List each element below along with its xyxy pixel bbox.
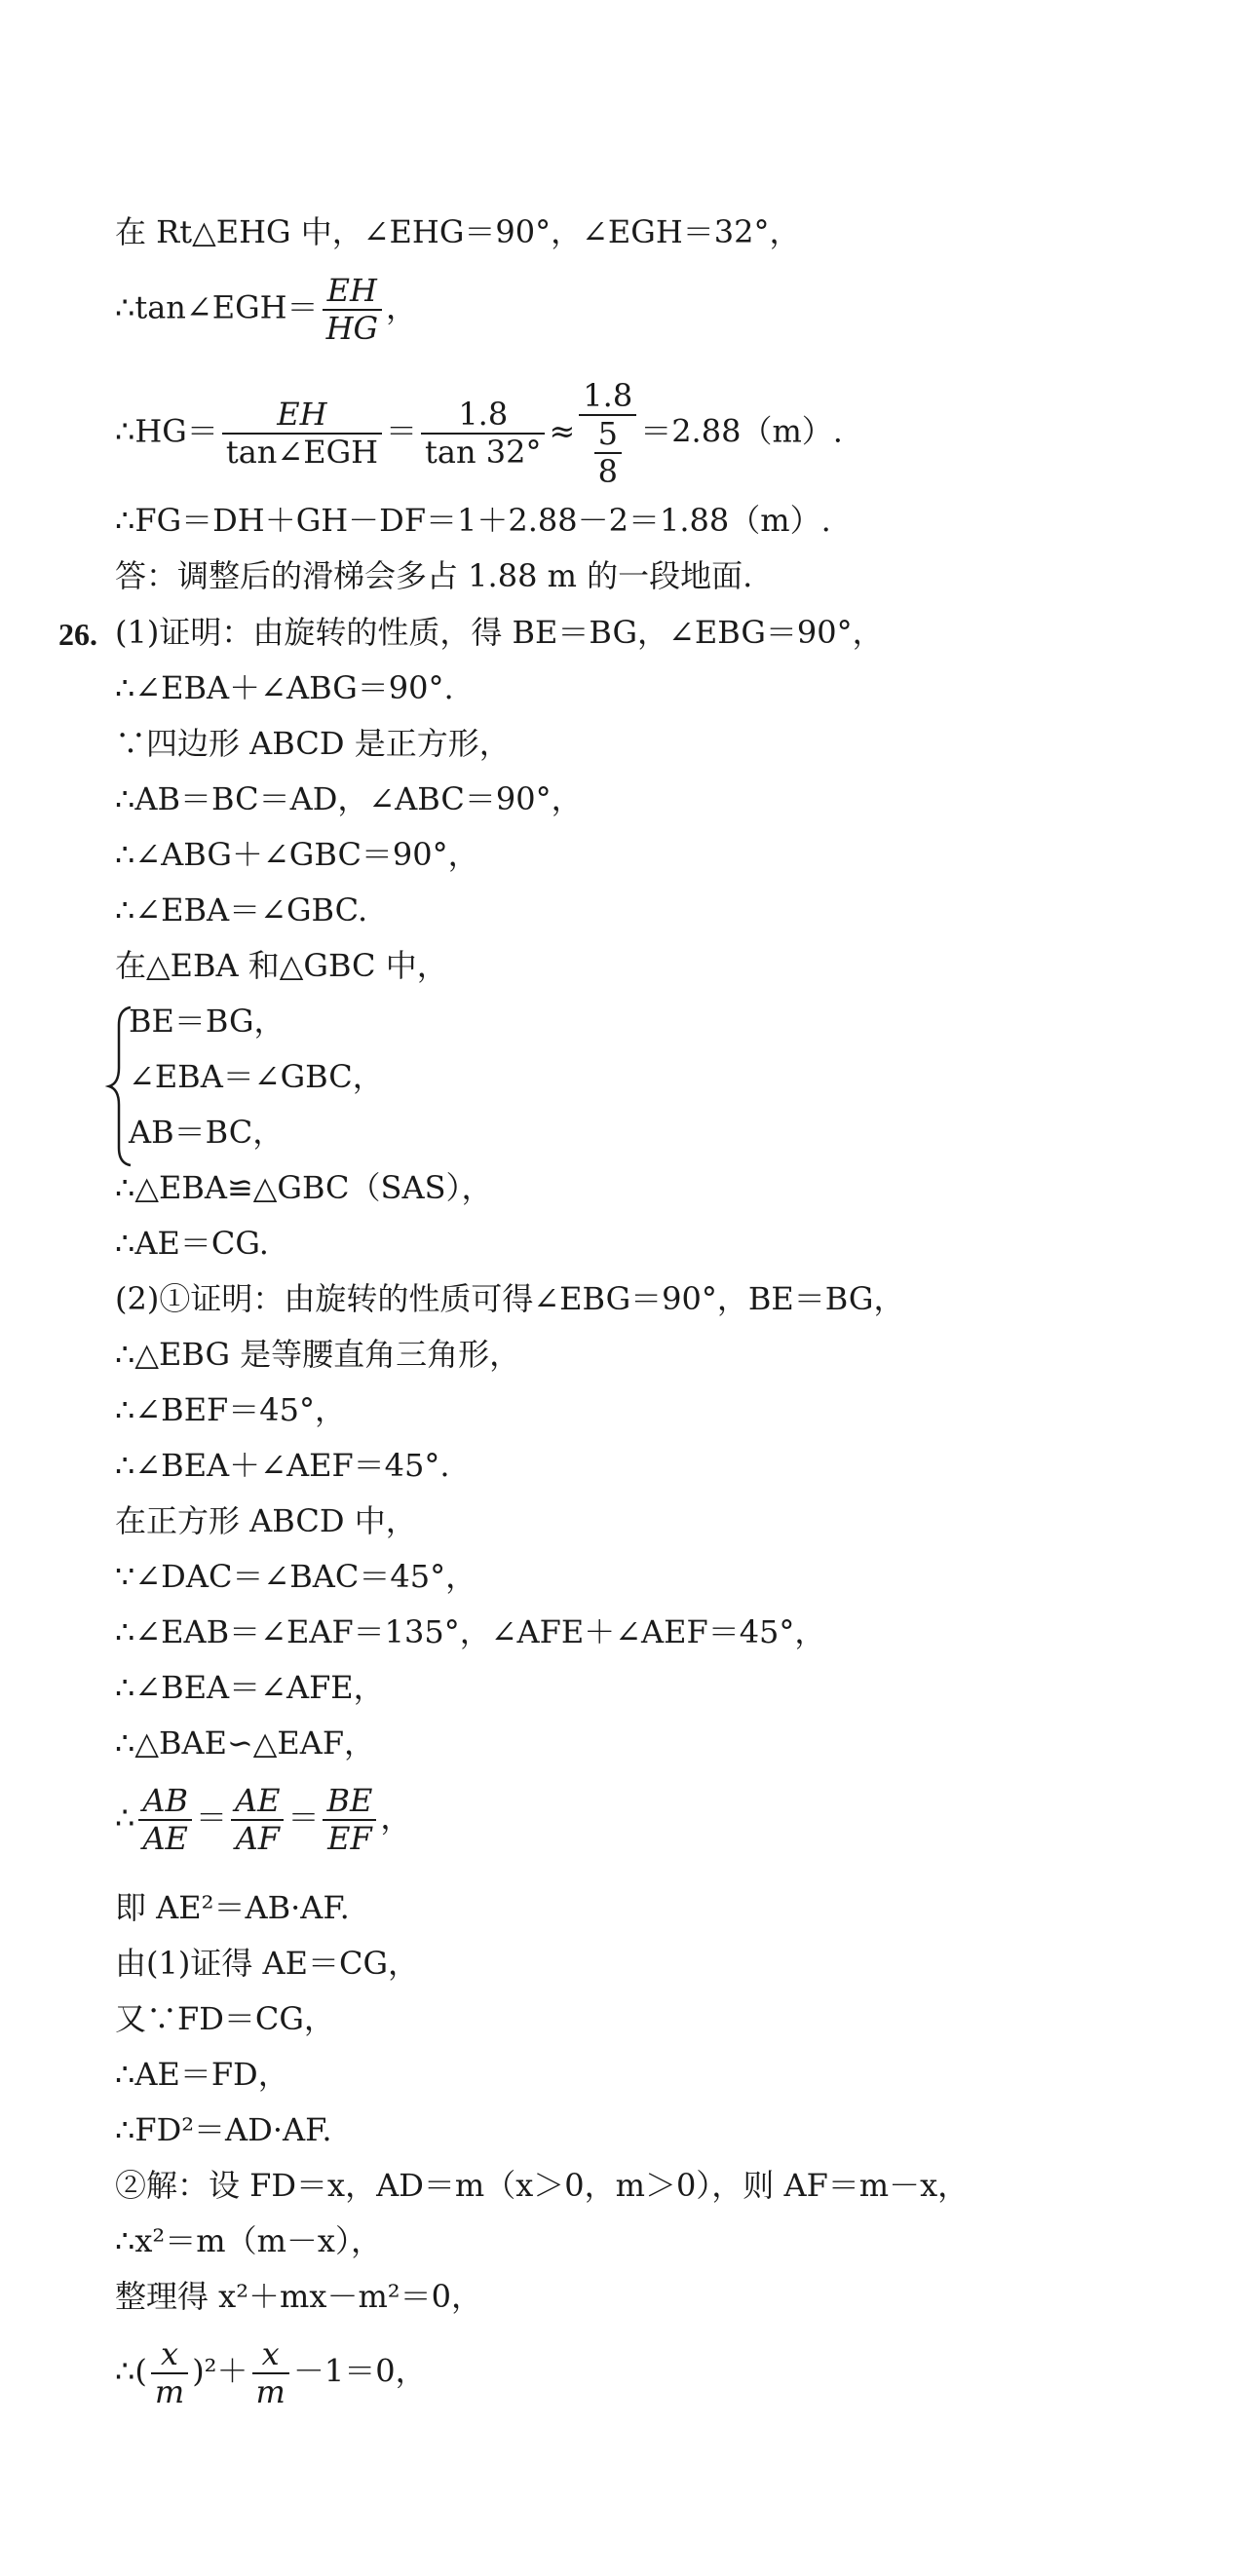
fraction-denominator: HG [323,309,382,347]
text-line-21: ∴∠EAB＝∠EAF＝135°，∠AFE＋∠AEF＝45°， [115,1613,826,1650]
fraction-denominator: 8 [594,452,622,490]
fraction-eh-hg [323,273,382,347]
text-line-2-suffix: ， [386,288,418,326]
equals-sign: ＝ [386,412,418,450]
text-line-10: ∴∠ABG＋∠GBC＝90°， [115,836,479,873]
text-line-3-prefix: ∴HG＝ [115,412,218,450]
fraction-denominator: tan∠EGH [222,433,382,471]
text-line-18: ∴∠BEA＋∠AEF＝45°. [115,1447,450,1484]
text-line-5: 答：调整后的滑梯会多占 1.88 m 的一段地面. [115,557,753,594]
fraction-numerator: EH [277,396,327,434]
text-line-26: 由(1)证得 AE＝CG， [115,1945,420,1982]
text-line-23: ∴△BAE∽△EAF， [115,1724,376,1762]
equals-sign: ＝ [287,1799,320,1837]
text-line-24-prefix: ∴ [115,1799,135,1837]
text-line-20: ∵∠DAC＝∠BAC＝45°， [115,1558,477,1595]
text-line-9: ∴AB＝BC＝AD，∠ABC＝90°， [115,780,583,817]
text-line-16: ∴△EBG 是等腰直角三角形， [115,1336,521,1373]
fraction-x-m-2 [252,2336,289,2410]
text-line-4: ∴FG＝DH＋GH－DF＝1＋2.88－2＝1.88（m）. [115,502,831,539]
text-line-29: ∴FD²＝AD·AF. [115,2111,332,2148]
text-line-22: ∴∠BEA＝∠AFE， [115,1669,385,1706]
fraction-numerator: 5 [597,414,618,452]
approx-sign: ≈ [549,412,576,450]
text-line-15: (2)①证明：由旋转的性质可得∠EBG＝90°，BE＝BG， [115,1280,905,1317]
fraction-numerator: AB [142,1782,188,1819]
text-line-24 [115,1783,411,1857]
system-line-1: BE＝BG， [129,1003,286,1040]
text-line-27: 又∵FD＝CG， [115,2000,335,2037]
fraction-denominator: tan 32° [421,433,545,471]
fraction-numerator: BE [326,1782,373,1819]
text-line-3-suffix: ＝2.88（m）. [640,412,843,450]
fraction-ab-ae [138,1783,192,1857]
text-line-24-suffix: ， [380,1799,412,1837]
text-line-33-middle: )²＋ [192,2352,248,2390]
text-line-31: ∴x²＝m（m－x）， [115,2222,382,2259]
fraction-numerator: x [261,2335,280,2372]
text-line-33 [115,2336,427,2410]
text-line-3 [115,378,843,489]
text-line-17: ∴∠BEF＝45°， [115,1391,346,1428]
fraction-denominator: EF [323,1819,376,1857]
text-line-32: 整理得 x²＋mx－m²＝0， [115,2278,482,2315]
fraction-be-ef [323,1783,376,1857]
fraction-value-tan32 [421,397,545,471]
fraction-denominator: m [151,2372,188,2410]
text-line-14: ∴AE＝CG. [115,1225,269,1262]
text-line-19: 在正方形 ABCD 中， [115,1502,417,1539]
system-line-3: AB＝BC， [129,1114,285,1151]
fraction-numerator: AE [235,1782,281,1819]
fraction-numerator: x [160,2335,179,2372]
text-line-13: ∴△EBA≌△GBC（SAS）， [115,1169,493,1206]
fraction-eh-tan [222,397,382,471]
equals-sign: ＝ [195,1799,227,1837]
text-line-2-prefix: ∴tan∠EGH＝ [115,288,319,326]
text-line-7: ∴∠EBA＋∠ABG＝90°. [115,669,454,706]
fraction-denominator: m [252,2372,289,2410]
fraction-numerator: 1.8 [458,396,509,434]
text-line-8: ∵四边形 ABCD 是正方形， [115,725,511,762]
text-line-33-suffix: －1＝0， [292,2352,427,2390]
text-line-6: (1)证明：由旋转的性质，得 BE＝BG，∠EBG＝90°， [115,614,884,651]
fraction-denominator: AF [231,1819,284,1857]
system-line-2: ∠EBA＝∠GBC， [129,1058,384,1095]
text-line-28: ∴AE＝FD， [115,2056,289,2093]
fraction-numerator: 1.8 [583,377,633,414]
text-line-25: 即 AE²＝AB·AF. [115,1889,350,1926]
fraction-inner [594,416,622,490]
fraction-ae-af [231,1783,284,1857]
text-line-33-prefix: ∴( [115,2352,147,2390]
text-line-1: 在 Rt△EHG 中，∠EHG＝90°，∠EGH＝32°， [115,213,801,250]
fraction-numerator: EH [326,272,377,309]
text-line-11: ∴∠EBA＝∠GBC. [115,891,368,928]
fraction-compound [579,378,636,489]
question-number: 26. [58,617,97,652]
fraction-x-m [151,2336,188,2410]
fraction-denominator: AE [138,1819,192,1857]
text-line-30: ②解：设 FD＝x，AD＝m（x＞0，m＞0），则 AF＝m－x， [115,2167,970,2204]
text-line-12: 在△EBA 和△GBC 中， [115,947,448,984]
text-line-2 [115,273,417,347]
fraction-denominator [579,414,636,490]
